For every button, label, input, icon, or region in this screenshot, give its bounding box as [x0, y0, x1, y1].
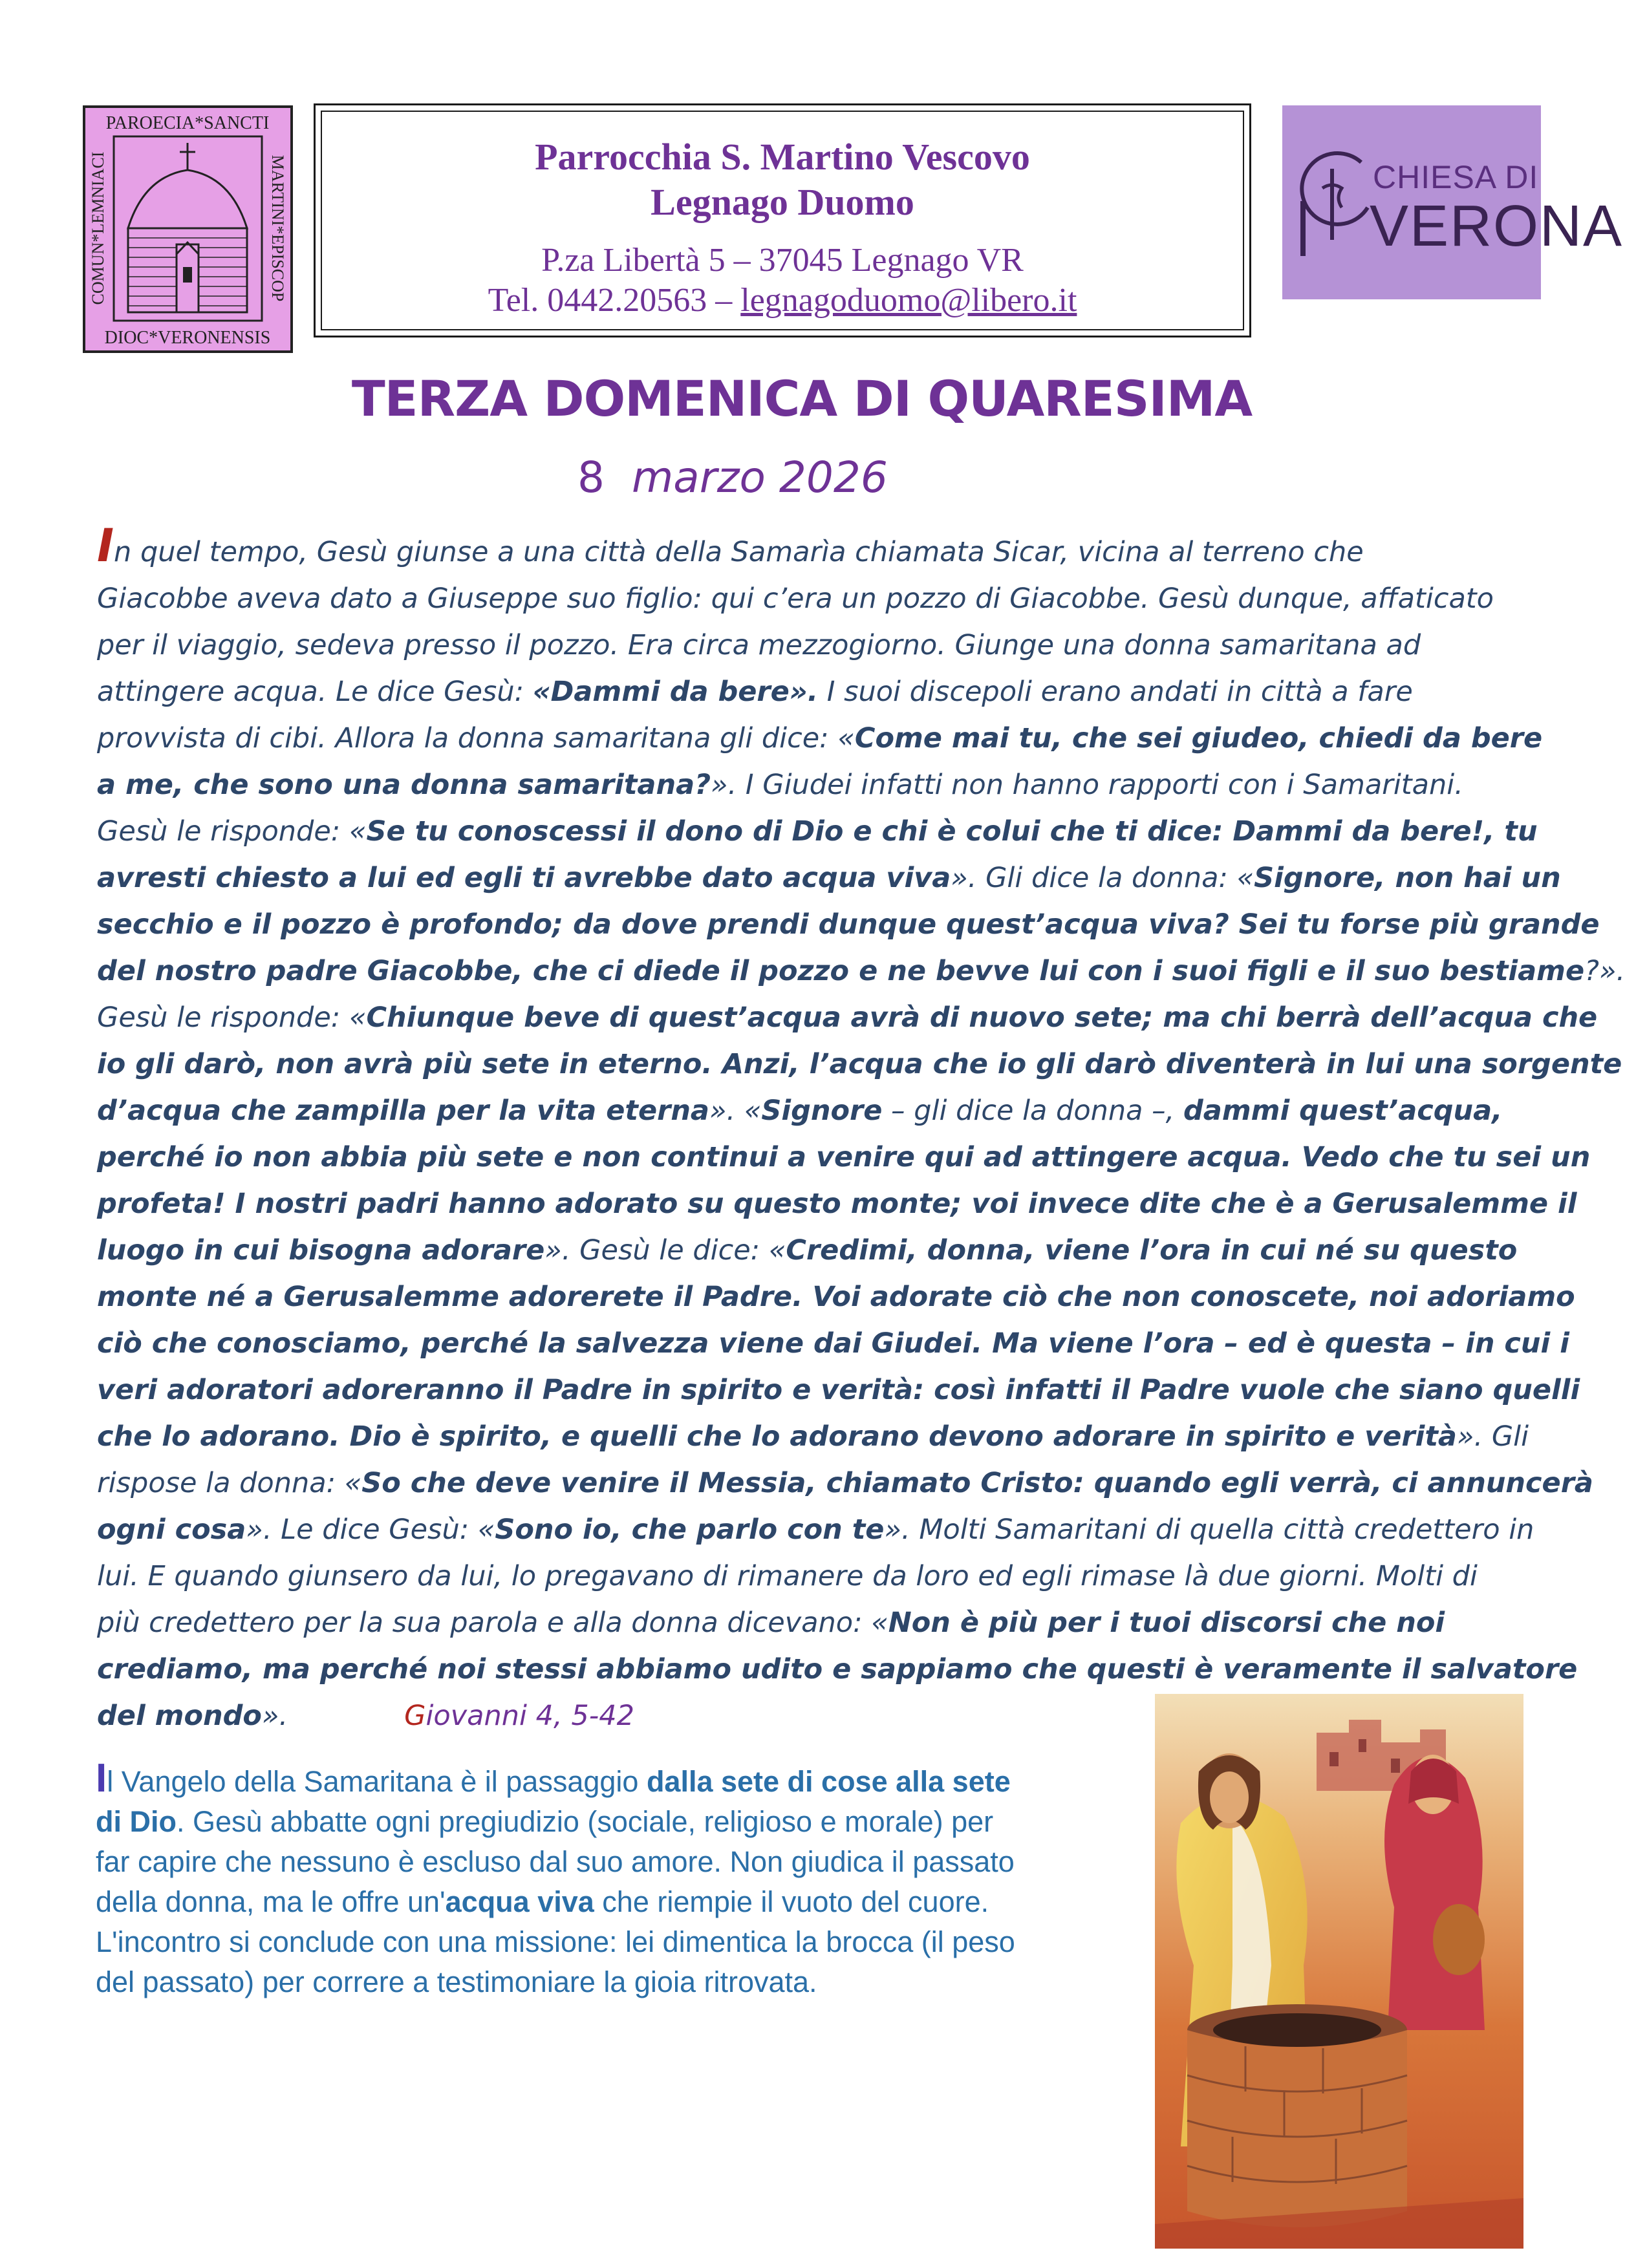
gospel-reference: iovanni 4, 5-42 — [425, 1700, 634, 1732]
gospel-text — [97, 519, 1625, 1739]
emphasized-text: avresti chiesto a lui ed egli ti avrebbe dato acqua viva — [97, 862, 951, 894]
text-line — [97, 622, 1520, 669]
text-line — [97, 762, 1520, 808]
text-line — [97, 1274, 1575, 1320]
text-run: del passato) per correre a testimoniare la gioia ritrovata. — [96, 1965, 817, 1998]
emphasized-text: ogni cosa — [97, 1514, 246, 1546]
text-line — [97, 1087, 1520, 1134]
emphasized-text: monte né a Gerusalemme adorerete il Padre. Voi adorate ciò che non conoscete, noi adoriamo — [97, 1281, 1575, 1313]
text-run: ». « — [709, 1095, 762, 1127]
text-line — [97, 1227, 1520, 1274]
emphasized-text: So che deve venire il Messia, chiamato Cristo: quando egli verrà, ci annuncerà — [361, 1467, 1593, 1499]
text-line — [96, 1756, 1143, 1802]
parish-name: Parrocchia S. Martino Vescovo — [535, 136, 1030, 178]
diocese-emblem-icon — [1297, 143, 1381, 259]
text-run: n quel tempo, Gesù giunse a una città della Samarìa chiamata Sicar, vicina al terreno che — [114, 536, 1364, 568]
parish-subtitle: Legnago Duomo — [651, 181, 914, 223]
text-run: ». — [261, 1700, 288, 1732]
text-run: più credettero per la sua parola e alla donna dicevano: « — [97, 1607, 888, 1639]
emphasized-text: Sono io, che parlo con te — [495, 1514, 885, 1546]
emphasized-text: Signore — [761, 1095, 883, 1127]
page-title: TERZA DOMENICA DI QUARESIMA — [351, 370, 1253, 427]
gospel-comment — [96, 1756, 1143, 2002]
parish-seal — [83, 105, 293, 353]
gospel-reference-initial: G — [404, 1700, 426, 1732]
parish-address: P.za Libertà 5 – 37045 Legnago VR — [541, 242, 1024, 279]
text-run: attingere acqua. Le dice Gesù: — [97, 676, 533, 708]
emphasized-text: che lo adorano. Dio è spirito, e quelli che lo adorano devono adorare in spirito e verità — [97, 1420, 1457, 1453]
text-line — [97, 808, 1538, 855]
emphasized-text: Chiunque beve di quest’acqua avrà di nuovo sete; ma chi berrà dell’acqua che — [366, 1001, 1598, 1034]
emphasized-text: Come mai tu, che sei giudeo, chiedi da bere — [854, 722, 1543, 754]
text-run: per il viaggio, sedeva presso il pozzo. Era circa mezzogiorno. Giunge una donna samaritana ad — [97, 629, 1421, 661]
text-line — [97, 519, 1520, 575]
text-line — [97, 1367, 1580, 1413]
parish-email-link[interactable]: legnagoduomo@libero.it — [740, 282, 1077, 319]
text-run: ». Gli — [1456, 1420, 1529, 1453]
diocese-logo-line1: CHIESA DI — [1373, 159, 1539, 195]
emphasized-text: Se tu conoscessi il dono di Dio e chi è colui che ti dice: Dammi da bere!, tu — [366, 815, 1538, 848]
text-run: – gli dice la donna –, — [882, 1095, 1184, 1127]
emphasized-text: crediamo, ma perché noi stessi abbiamo udito e sappiamo che questi è veramente il salvatore — [97, 1653, 1578, 1685]
seal-text-right: MARTINI*EPISCOP — [268, 155, 287, 302]
text-line — [97, 1553, 1520, 1599]
text-run: ». Gesù le dice: « — [544, 1234, 786, 1267]
text-line — [97, 1646, 1578, 1693]
seal-text-bottom: DIOC*VERONENSIS — [104, 328, 271, 348]
emphasized-text: del nostro padre Giacobbe, che ci diede il pozzo e ne bevve lui con i suoi figli e il suo bestiame — [97, 955, 1585, 987]
text-line — [97, 994, 1598, 1041]
text-run: Gesù le risponde: « — [97, 1001, 367, 1034]
page-date — [577, 453, 888, 502]
text-run: ». I Giudei infatti non hanno rapporti con i Samaritani. — [711, 769, 1463, 801]
emphasized-text: io gli darò, non avrà più sete in eterno. Anzi, l’acqua che io gli darò diventerà in lui una sorgente — [97, 1048, 1622, 1080]
text-line — [97, 1320, 1569, 1367]
emphasized-text: perché io non abbia più sete e non continui a venire qui ad attingere acqua. Vedo che tu sei un — [97, 1141, 1591, 1173]
emphasized-text: acqua viva — [445, 1885, 594, 1918]
text-run: Giacobbe aveva dato a Giuseppe suo figlio: qui c’era un pozzo di Giacobbe. Gesù dunque, affaticato — [97, 583, 1494, 615]
text-run: l Vangelo della Samaritana è il passaggio — [107, 1765, 647, 1798]
drop-cap: I — [97, 519, 114, 572]
text-line — [97, 715, 1543, 762]
emphasized-text: profeta! I nostri padri hanno adorato su questo monte; voi invece dite che è a Gerusalemme il — [97, 1188, 1577, 1220]
text-run: L'incontro si conclude con una missione: lei dimentica la brocca (il peso — [96, 1925, 1015, 1958]
text-line — [97, 669, 1520, 715]
text-line — [97, 901, 1600, 948]
emphasized-text: a me, che sono una donna samaritana? — [97, 769, 711, 801]
text-line — [97, 1041, 1622, 1087]
emphasized-text: del mondo — [97, 1700, 262, 1732]
emphasized-text: ciò che conosciamo, perché la salvezza viene dai Giudei. Ma viene l’ora – ed è questa – in cui i — [97, 1327, 1569, 1360]
text-run: Gesù le risponde: « — [97, 815, 367, 848]
drop-cap: I — [96, 1756, 107, 1801]
text-run: far capire che nessuno è escluso dal suo amore. Non giudica il passato — [96, 1845, 1015, 1878]
seal-text-left: COMUN*LEMNIACI — [89, 151, 107, 305]
parish-header-box — [314, 103, 1251, 337]
text-line — [96, 1802, 1143, 1842]
date-day: 8 — [577, 453, 605, 502]
parish-contact — [322, 281, 1243, 319]
emphasized-text: dalla sete di cose alla sete — [646, 1765, 1011, 1798]
emphasized-text: d’acqua che zampilla per la vita eterna — [97, 1095, 709, 1127]
text-run: ?». — [1584, 955, 1625, 987]
emphasized-text: «Dammi da bere». — [532, 676, 819, 708]
text-run: lui. E quando giunsero da lui, lo pregavano di rimanere da loro ed egli rimase là due giorni. Molti di — [97, 1560, 1478, 1592]
text-run: . Gesù abbatte ogni pregiudizio (sociale, religioso e morale) per — [176, 1805, 994, 1838]
text-run: che riempie il vuoto del cuore. — [594, 1885, 989, 1918]
emphasized-text: Credimi, donna, viene l’ora in cui né su questo — [786, 1234, 1518, 1267]
text-line — [97, 948, 1625, 994]
emphasized-text: veri adoratori adoreranno il Padre in spirito e verità: così infatti il Padre vuole che siano quelli — [97, 1374, 1580, 1406]
emphasized-text: luogo in cui bisogna adorare — [97, 1234, 545, 1267]
text-run: ». Gli dice la donna: « — [951, 862, 1254, 894]
text-line — [97, 575, 1520, 622]
diocese-logo — [1282, 105, 1624, 299]
text-line — [97, 1413, 1529, 1460]
date-month-year: marzo 2026 — [631, 453, 888, 502]
text-line — [96, 1842, 1143, 1882]
samaritan-woman-painting — [1155, 1694, 1523, 2249]
text-run: ». Le dice Gesù: « — [246, 1514, 495, 1546]
text-run: provvista di cibi. Allora la donna samaritana gli dice: « — [97, 722, 855, 754]
text-line — [97, 1506, 1534, 1553]
text-run: I suoi discepoli erano andati in città a fare — [818, 676, 1413, 708]
text-line — [97, 1599, 1520, 1646]
text-run: della donna, ma le offre un' — [96, 1885, 446, 1918]
text-line — [96, 1922, 1143, 1962]
diocese-logo-line2: VERONA — [1370, 194, 1624, 259]
emphasized-text: secchio e il pozzo è profondo; da dove prendi dunque quest’acqua viva? Sei tu forse più grande — [97, 908, 1600, 941]
text-line — [96, 1882, 1143, 1922]
emphasized-text: Non è più per i tuoi discorsi che noi — [888, 1607, 1445, 1639]
text-run: ». Molti Samaritani di quella città credettero in — [884, 1514, 1534, 1546]
parish-phone: Tel. 0442.20563 – — [488, 282, 741, 319]
text-line — [97, 1134, 1591, 1181]
text-line — [97, 1460, 1593, 1506]
text-run: rispose la donna: « — [97, 1467, 362, 1499]
text-line — [97, 1181, 1577, 1227]
emphasized-text: dammi quest’acqua, — [1183, 1095, 1503, 1127]
text-line — [97, 855, 1561, 901]
emphasized-text: Signore, non hai un — [1254, 862, 1561, 894]
seal-text-top: PAROECIA*SANCTI — [105, 113, 270, 133]
text-line — [96, 1962, 1143, 2002]
emphasized-text: di Dio — [96, 1805, 177, 1838]
